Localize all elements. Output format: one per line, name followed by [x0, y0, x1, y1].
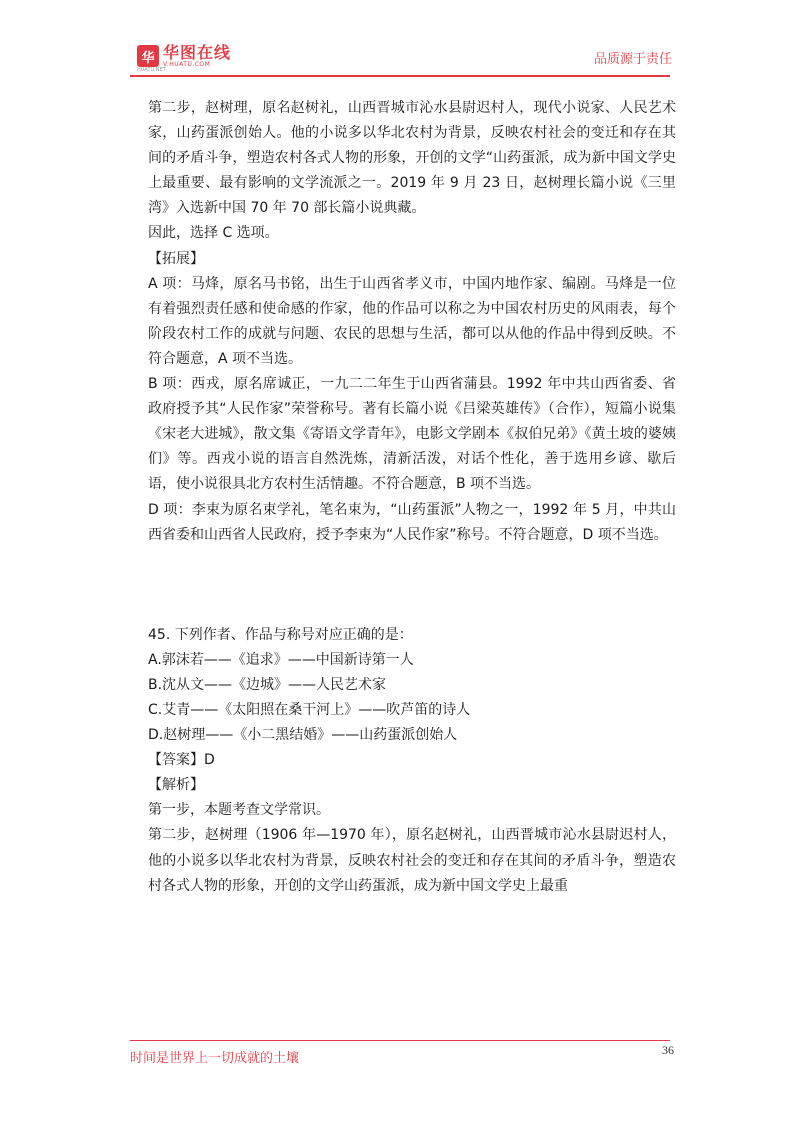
footer-motto: 时间是世界上一切成就的土壤: [130, 1051, 300, 1066]
huatu-logo: [137, 43, 232, 73]
question-option-c: C.艾青——《太阳照在桑干河上》——吹芦笛的诗人: [148, 701, 471, 718]
answer-line: 【答案】D: [148, 752, 215, 769]
question-option-a: A.郭沫若——《追求》——中国新诗第一人: [148, 651, 414, 668]
header-divider: [130, 75, 670, 77]
header-slogan: 品质源于责任: [593, 52, 672, 67]
question-option-b: B.沈从文——《边城》——人民艺术家: [148, 676, 387, 693]
logo-url: V.HUATU.COM: [163, 61, 211, 68]
paragraph-option-d: D 项：李束为原名束学礼，笔名束为，“山药蛋派”人物之一，1992 年 5 月，中共山西省委和山西省人民政府，授予李束为“人民作家”称号。不符合题意，D 项不当选。: [148, 501, 676, 543]
paragraph-step2: 第二步，赵树理，原名赵树礼，山西晋城市沁水县尉迟村人，现代小说家、人民艺术家，山药蛋派创始人。他的小说多以华北农村为背景，反映农村社会的变迁和存在其间的矛盾斗争，塑造农村各式人物的形象，开创的文学“山药蛋派，成为新中国文学史上最重要、最有影响的文学流派之一。2019 年 9 月 23 日，赵树理长篇小说《三里湾》入选新中国 70 年 70 部长篇小说典藏。: [148, 100, 676, 217]
logo-mark-icon: 华: [137, 45, 159, 67]
analysis-title: 【解析】: [148, 777, 204, 794]
page-header: [0, 0, 800, 80]
paragraph-option-b: B 项：西戎，原名席诚正，一九二二年生于山西省蒲县。1992 年中共山西省委、省政府授予其“人民作家”荣誉称号。著有长篇小说《吕梁英雄传》（合作），短篇小说集《宋老大进城》，散文集《寄语文学青年》，电影文学剧本《叔伯兄弟》《黄土坡的婆姨们》等。西戎小说的语言自然洗炼，清新活泼，对话个性化，善于选用乡谚、歇后语，使小说很具北方农村生活情趣。不符合题意，B 项不当选。: [148, 376, 676, 493]
footer-divider: [130, 1040, 670, 1041]
paragraph-conclusion: 因此，选择 C 选项。: [148, 225, 279, 242]
logo-name: 华图在线: [163, 43, 232, 62]
question-option-d: D.赵树理——《小二黑结婚》——山药蛋派创始人: [148, 727, 458, 744]
document-body: [148, 96, 676, 899]
logo-small-text: HUATU.NET: [137, 67, 166, 73]
spacer: [148, 548, 676, 623]
page-number: 36: [662, 1043, 674, 1057]
paragraph-option-a: A 项：马烽，原名马书铭，出生于山西省孝义市，中国内地作家、编剧。马烽是一位有着强烈责任感和使命感的作家，他的作品可以称之为中国农村历史的风雨表，每个阶段农村工作的成就与问题、农民的思想与生活，都可以从他的作品中得到反映。不符合题意，A 项不当选。: [148, 275, 676, 367]
analysis-step2: 第二步，赵树理（1906 年—1970 年），原名赵树礼，山西晋城市沁水县尉迟村人，他的小说多以华北农村为背景，反映农村社会的变迁和存在其间的矛盾斗争，塑造农村各式人物的形象，开创的文学山药蛋派，成为新中国文学史上最重: [148, 827, 676, 894]
paragraph-expand-title: 【拓展】: [148, 250, 204, 267]
question-stem: 45. 下列作者、作品与称号对应正确的是：: [148, 626, 413, 643]
analysis-step1: 第一步，本题考查文学常识。: [148, 802, 330, 819]
